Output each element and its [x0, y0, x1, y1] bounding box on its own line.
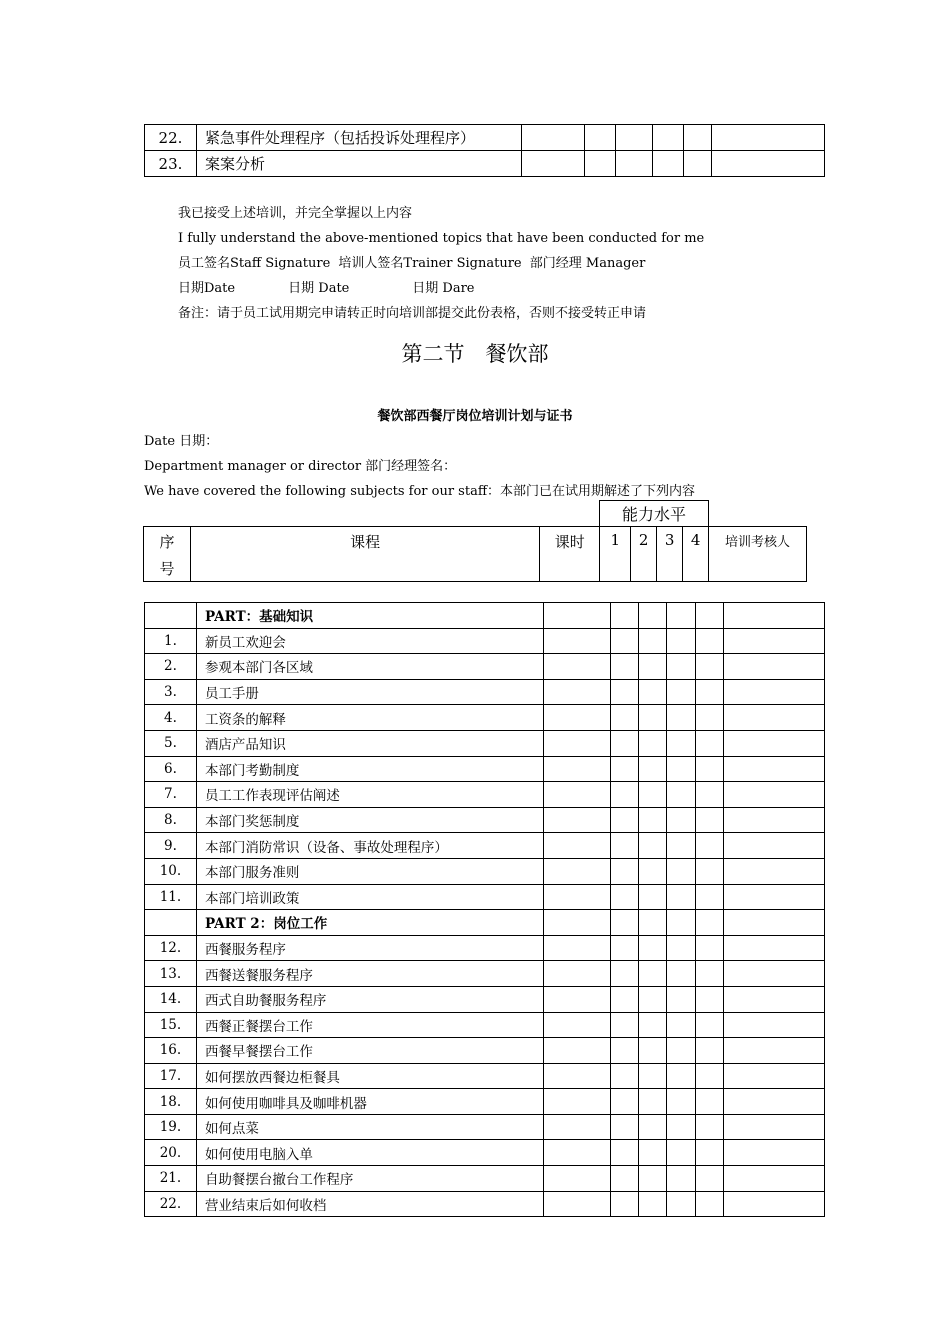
table-row: [145, 807, 825, 833]
previous-training-table: [144, 124, 825, 177]
hours-cell[interactable]: [544, 858, 611, 884]
row-number: 8.: [145, 807, 197, 833]
section-title: 第二节 餐饮部: [401, 342, 549, 366]
course-name: 西餐服务程序: [196, 935, 544, 961]
level-4-cell[interactable]: [696, 628, 724, 654]
level-4-cell[interactable]: [696, 1012, 724, 1038]
table-row: [145, 1114, 825, 1140]
hours-cell[interactable]: [544, 1166, 611, 1192]
level-2-cell[interactable]: [616, 151, 653, 177]
staff-signature-label: 员工签名Staff Signature: [178, 256, 331, 271]
level-3-cell[interactable]: [667, 807, 696, 833]
level-2-cell[interactable]: [639, 935, 667, 961]
level-4-cell[interactable]: [696, 986, 724, 1012]
examiner-cell[interactable]: [724, 782, 825, 808]
level-2-cell[interactable]: [616, 125, 653, 151]
level-4-cell[interactable]: [696, 1089, 724, 1115]
level-3-cell[interactable]: [667, 1089, 696, 1115]
level-3-cell[interactable]: [667, 654, 696, 680]
level-1-cell[interactable]: [611, 884, 639, 910]
level-2-cell[interactable]: [639, 782, 667, 808]
level-3-cell[interactable]: [667, 961, 696, 987]
level-1-cell[interactable]: [611, 1089, 639, 1115]
level-1-cell[interactable]: [611, 705, 639, 731]
table-row: [145, 628, 825, 654]
examiner-cell[interactable]: [724, 961, 825, 987]
level-1-header: 1: [600, 527, 631, 582]
level-1-cell[interactable]: [611, 1114, 639, 1140]
level-3-cell[interactable]: [667, 1140, 696, 1166]
part-header-row: [145, 603, 825, 629]
level-2-cell[interactable]: [639, 654, 667, 680]
row-number: 20.: [145, 1140, 197, 1166]
hours-cell[interactable]: [544, 756, 611, 782]
level-4-cell[interactable]: [696, 730, 724, 756]
examiner-cell[interactable]: [724, 807, 825, 833]
level-3-cell[interactable]: [667, 603, 696, 629]
level-2-cell[interactable]: [639, 910, 667, 936]
course-name: 工资条的解释: [196, 705, 544, 731]
level-1-cell[interactable]: [611, 807, 639, 833]
course-header: 课程: [190, 527, 539, 582]
level-4-cell[interactable]: [696, 884, 724, 910]
level-4-cell[interactable]: [684, 125, 712, 151]
level-3-cell[interactable]: [667, 628, 696, 654]
table-row: [145, 1166, 825, 1192]
hours-cell[interactable]: [544, 884, 611, 910]
row-number: 17.: [145, 1063, 197, 1089]
examiner-cell[interactable]: [724, 654, 825, 680]
part-header-row: [145, 910, 825, 936]
seq-header-line2: 号: [159, 560, 175, 578]
row-number: 5.: [145, 730, 197, 756]
hours-cell[interactable]: [544, 1191, 611, 1217]
course-name: 紧急事件处理程序（包括投诉处理程序）: [196, 125, 522, 151]
course-name: 如何使用电脑入单: [196, 1140, 544, 1166]
level-2-cell[interactable]: [639, 833, 667, 859]
row-number: 7.: [145, 782, 197, 808]
table-row: [145, 986, 825, 1012]
row-number: [145, 603, 197, 629]
course-name: 如何点菜: [196, 1114, 544, 1140]
table-row: [145, 1191, 825, 1217]
level-3-cell[interactable]: [667, 1191, 696, 1217]
level-2-cell[interactable]: [639, 1114, 667, 1140]
level-1-cell[interactable]: [611, 1140, 639, 1166]
level-3-cell[interactable]: [667, 1063, 696, 1089]
seq-header: [144, 527, 191, 582]
course-name: 本部门服务准则: [196, 858, 544, 884]
table-row: [145, 125, 825, 151]
staff-date-label: 日期Date: [178, 281, 236, 296]
level-2-cell[interactable]: [639, 1166, 667, 1192]
course-name: 新员工欢迎会: [196, 628, 544, 654]
level-4-cell[interactable]: [696, 705, 724, 731]
level-1-cell[interactable]: [585, 125, 616, 151]
hours-cell[interactable]: [522, 151, 585, 177]
level-3-cell[interactable]: [667, 705, 696, 731]
level-2-cell[interactable]: [639, 961, 667, 987]
level-1-cell[interactable]: [611, 782, 639, 808]
row-number: 22.: [145, 1191, 197, 1217]
level-3-cell[interactable]: [667, 782, 696, 808]
hours-cell[interactable]: [544, 1114, 611, 1140]
examiner-cell[interactable]: [724, 1012, 825, 1038]
hours-cell[interactable]: [544, 1063, 611, 1089]
course-name: 如何使用咖啡具及咖啡机器: [196, 1089, 544, 1115]
table-row: [145, 884, 825, 910]
examiner-cell[interactable]: [724, 628, 825, 654]
hours-cell[interactable]: [544, 1012, 611, 1038]
level-4-cell[interactable]: [696, 961, 724, 987]
ack-line-cn: 我已接受上述培训，并完全掌握以上内容: [178, 206, 413, 221]
examiner-cell[interactable]: [724, 858, 825, 884]
hours-cell[interactable]: [544, 730, 611, 756]
part-title: PART 2：岗位工作: [196, 910, 544, 936]
examiner-cell[interactable]: [724, 730, 825, 756]
examiner-cell[interactable]: [724, 1063, 825, 1089]
level-4-cell[interactable]: [696, 1191, 724, 1217]
row-number: 23.: [145, 151, 197, 177]
covered-subjects-line: We have covered the following subjects for our staff：本部门已在试用期解述了下列内容: [144, 484, 696, 499]
course-name: 本部门消防常识（设备、事故处理程序）: [196, 833, 544, 859]
row-number: 19.: [145, 1114, 197, 1140]
examiner-cell[interactable]: [724, 705, 825, 731]
course-name: 酒店产品知识: [196, 730, 544, 756]
table-row: [145, 935, 825, 961]
level-4-cell[interactable]: [696, 935, 724, 961]
hours-header: 课时: [540, 527, 600, 582]
level-2-cell[interactable]: [639, 705, 667, 731]
table-row: [145, 1089, 825, 1115]
trainer-signature-label: 培训人签名Trainer Signature: [338, 256, 522, 271]
examiner-cell[interactable]: [724, 910, 825, 936]
level-4-cell[interactable]: [696, 654, 724, 680]
row-number: 4.: [145, 705, 197, 731]
level-2-cell[interactable]: [639, 628, 667, 654]
table-row: [145, 1012, 825, 1038]
level-4-cell[interactable]: [696, 910, 724, 936]
examiner-cell[interactable]: [724, 679, 825, 705]
level-4-cell[interactable]: [696, 1114, 724, 1140]
level-4-cell[interactable]: [696, 603, 724, 629]
table-row: [145, 833, 825, 859]
level-2-cell[interactable]: [639, 756, 667, 782]
level-3-cell[interactable]: [667, 679, 696, 705]
level-4-cell[interactable]: [696, 858, 724, 884]
table-row: [145, 654, 825, 680]
level-2-cell[interactable]: [639, 1191, 667, 1217]
training-plan-table: [144, 602, 825, 1217]
hours-cell[interactable]: [544, 1089, 611, 1115]
table-row: [145, 679, 825, 705]
level-3-cell[interactable]: [667, 986, 696, 1012]
level-4-cell[interactable]: [696, 782, 724, 808]
row-number: 10.: [145, 858, 197, 884]
hours-cell[interactable]: [522, 125, 585, 151]
course-name: 西式自助餐服务程序: [196, 986, 544, 1012]
level-4-cell[interactable]: [696, 833, 724, 859]
table-row: [145, 1063, 825, 1089]
course-name: 西餐送餐服务程序: [196, 961, 544, 987]
level-4-cell[interactable]: [696, 1166, 724, 1192]
date-line: [178, 280, 475, 298]
level-4-cell[interactable]: [696, 756, 724, 782]
level-2-cell[interactable]: [639, 1140, 667, 1166]
level-2-cell[interactable]: [639, 1089, 667, 1115]
table-row: [145, 1140, 825, 1166]
examiner-cell[interactable]: [724, 1166, 825, 1192]
hours-cell[interactable]: [544, 961, 611, 987]
row-number: 1.: [145, 628, 197, 654]
part-title: PART：基础知识: [196, 603, 544, 629]
course-name: 西餐早餐摆台工作: [196, 1038, 544, 1064]
row-number: 14.: [145, 986, 197, 1012]
level-1-cell[interactable]: [611, 1191, 639, 1217]
table-row: [145, 730, 825, 756]
hours-cell[interactable]: [544, 935, 611, 961]
examiner-cell[interactable]: [724, 1089, 825, 1115]
row-number: [145, 910, 197, 936]
hours-cell[interactable]: [544, 1038, 611, 1064]
hours-cell[interactable]: [544, 654, 611, 680]
level-2-cell[interactable]: [639, 730, 667, 756]
level-2-cell[interactable]: [639, 1038, 667, 1064]
hours-cell[interactable]: [544, 603, 611, 629]
level-4-cell[interactable]: [684, 151, 712, 177]
row-number: 16.: [145, 1038, 197, 1064]
course-name: 本部门培训政策: [196, 884, 544, 910]
level-3-cell[interactable]: [667, 1166, 696, 1192]
row-number: 18.: [145, 1089, 197, 1115]
course-name: 员工工作表现评估阐述: [196, 782, 544, 808]
examiner-cell[interactable]: [724, 1038, 825, 1064]
level-2-cell[interactable]: [639, 986, 667, 1012]
level-3-cell[interactable]: [653, 125, 684, 151]
level-3-cell[interactable]: [667, 730, 696, 756]
level-1-cell[interactable]: [611, 833, 639, 859]
level-4-cell[interactable]: [696, 1140, 724, 1166]
course-name: 自助餐摆台撤台工作程序: [196, 1166, 544, 1192]
row-number: 6.: [145, 756, 197, 782]
level-3-header: 3: [657, 527, 683, 582]
row-number: 15.: [145, 1012, 197, 1038]
level-4-header: 4: [683, 527, 709, 582]
level-2-header: 2: [631, 527, 657, 582]
level-1-cell[interactable]: [611, 603, 639, 629]
level-3-cell[interactable]: [653, 151, 684, 177]
table-row: [145, 756, 825, 782]
row-number: 12.: [145, 935, 197, 961]
level-3-cell[interactable]: [667, 1114, 696, 1140]
level-1-cell[interactable]: [611, 858, 639, 884]
hours-cell[interactable]: [544, 705, 611, 731]
table-row: [145, 782, 825, 808]
level-3-cell[interactable]: [667, 858, 696, 884]
level-3-cell[interactable]: [667, 1012, 696, 1038]
examiner-cell[interactable]: [724, 884, 825, 910]
examiner-cell[interactable]: [724, 1191, 825, 1217]
level-2-cell[interactable]: [639, 1063, 667, 1089]
course-name: 员工手册: [196, 679, 544, 705]
examiner-cell[interactable]: [724, 603, 825, 629]
row-number: 3.: [145, 679, 197, 705]
date-field-label: Date 日期：: [144, 434, 219, 449]
signature-line: [178, 255, 645, 273]
hours-cell[interactable]: [544, 910, 611, 936]
level-3-cell[interactable]: [667, 935, 696, 961]
row-number: 2.: [145, 654, 197, 680]
level-2-cell[interactable]: [639, 1012, 667, 1038]
competency-level-header: [599, 500, 709, 527]
manager-signature-field-label: Department manager or director 部门经理签名：: [144, 459, 457, 474]
table-row: [145, 961, 825, 987]
level-3-cell[interactable]: [667, 756, 696, 782]
row-number: 11.: [145, 884, 197, 910]
level-3-cell[interactable]: [667, 910, 696, 936]
level-3-cell[interactable]: [667, 884, 696, 910]
table-row: [145, 858, 825, 884]
course-name: 西餐正餐摆台工作: [196, 1012, 544, 1038]
examiner-cell[interactable]: [724, 756, 825, 782]
level-1-cell[interactable]: [611, 935, 639, 961]
table-row: [145, 1038, 825, 1064]
level-1-cell[interactable]: [611, 986, 639, 1012]
hours-cell[interactable]: [544, 833, 611, 859]
level-2-cell[interactable]: [639, 679, 667, 705]
table-row: [145, 151, 825, 177]
examiner-cell[interactable]: [724, 1114, 825, 1140]
level-2-cell[interactable]: [639, 858, 667, 884]
hours-cell[interactable]: [544, 986, 611, 1012]
level-1-cell[interactable]: [611, 961, 639, 987]
row-number: 9.: [145, 833, 197, 859]
row-number: 21.: [145, 1166, 197, 1192]
manager-date-label: 日期 Dare: [412, 281, 475, 296]
level-1-cell[interactable]: [585, 151, 616, 177]
level-1-cell[interactable]: [611, 1166, 639, 1192]
hours-cell[interactable]: [544, 782, 611, 808]
column-header-table: [143, 526, 807, 582]
level-1-cell[interactable]: [611, 910, 639, 936]
level-3-cell[interactable]: [667, 1038, 696, 1064]
level-2-cell[interactable]: [639, 807, 667, 833]
remark-line: 备注：请于员工试用期完申请转正时向培训部提交此份表格，否则不接受转正申请: [178, 306, 647, 321]
level-2-cell[interactable]: [639, 884, 667, 910]
course-name: 参观本部门各区域: [196, 654, 544, 680]
level-1-cell[interactable]: [611, 1063, 639, 1089]
examiner-cell[interactable]: [724, 986, 825, 1012]
level-4-cell[interactable]: [696, 1038, 724, 1064]
level-1-cell[interactable]: [611, 628, 639, 654]
level-4-cell[interactable]: [696, 1063, 724, 1089]
level-1-cell[interactable]: [611, 756, 639, 782]
examiner-cell[interactable]: [724, 935, 825, 961]
examiner-cell[interactable]: [724, 1140, 825, 1166]
hours-cell[interactable]: [544, 679, 611, 705]
level-3-cell[interactable]: [667, 833, 696, 859]
level-1-cell[interactable]: [611, 730, 639, 756]
course-name: 本部门奖惩制度: [196, 807, 544, 833]
hours-cell[interactable]: [544, 628, 611, 654]
ack-line-en: I fully understand the above-mentioned topics that have been conducted for me: [178, 231, 705, 246]
row-number: 22.: [145, 125, 197, 151]
examiner-cell[interactable]: [712, 125, 825, 151]
manager-signature-label: 部门经理 Manager: [529, 256, 646, 271]
level-2-cell[interactable]: [639, 603, 667, 629]
hours-cell[interactable]: [544, 807, 611, 833]
level-1-cell[interactable]: [611, 1038, 639, 1064]
examiner-header: 培训考核人: [709, 527, 807, 582]
course-name: 如何摆放西餐边柜餐具: [196, 1063, 544, 1089]
row-number: 13.: [145, 961, 197, 987]
level-4-cell[interactable]: [696, 807, 724, 833]
course-name: 案案分析: [196, 151, 522, 177]
competency-level-label: 能力水平: [600, 501, 709, 527]
examiner-cell[interactable]: [712, 151, 825, 177]
trainer-date-label: 日期 Date: [288, 281, 350, 296]
examiner-cell[interactable]: [724, 833, 825, 859]
course-name: 营业结束后如何收档: [196, 1191, 544, 1217]
level-1-cell[interactable]: [611, 1012, 639, 1038]
form-title: 餐饮部西餐厅岗位培训计划与证书: [377, 409, 573, 424]
hours-cell[interactable]: [544, 1140, 611, 1166]
table-row: [145, 705, 825, 731]
level-1-cell[interactable]: [611, 679, 639, 705]
level-1-cell[interactable]: [611, 654, 639, 680]
course-name: 本部门考勤制度: [196, 756, 544, 782]
level-4-cell[interactable]: [696, 679, 724, 705]
seq-header-line1: 序: [159, 533, 175, 551]
